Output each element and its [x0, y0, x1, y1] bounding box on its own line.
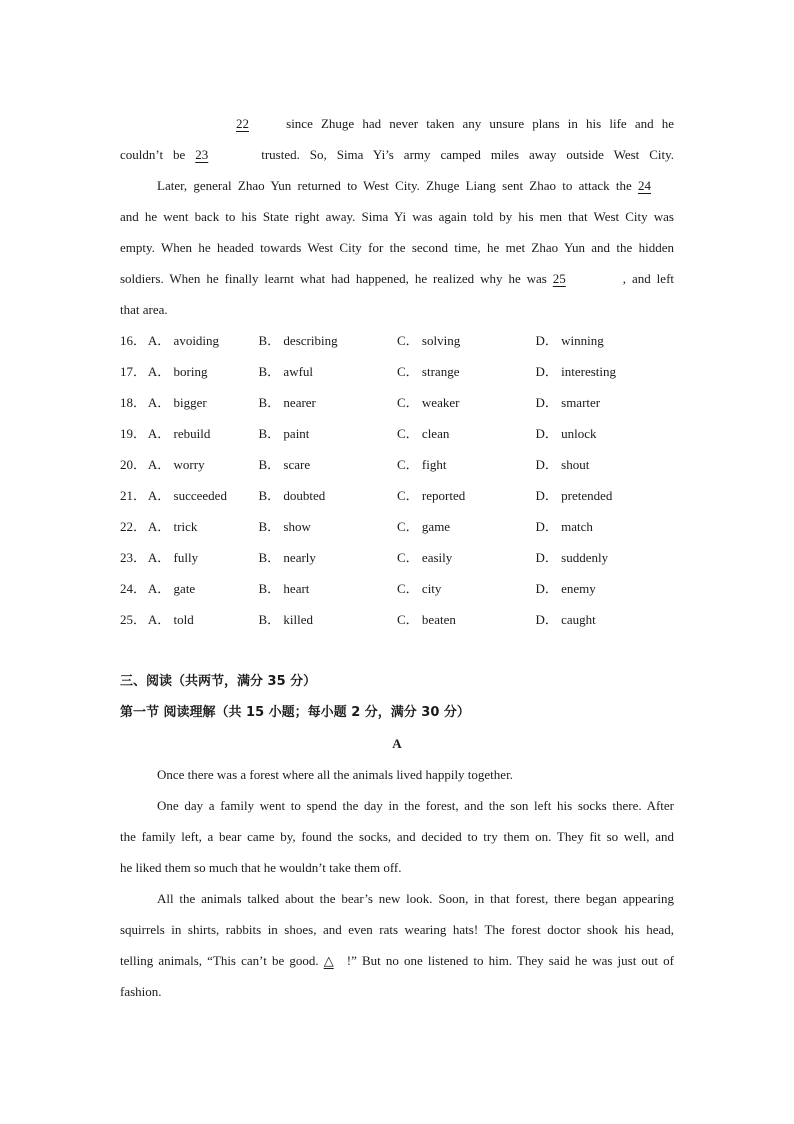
option-b: B． heart: [258, 581, 310, 596]
passage-line: [120, 108, 674, 139]
option-row: [120, 449, 674, 480]
passage-text: trusted. So, Sima Yi’s army camped miles away outside West City.: [251, 147, 675, 162]
option-b: B． paint: [258, 426, 310, 441]
option-c: C． solving: [397, 333, 461, 348]
option-a: A． bigger: [147, 395, 207, 410]
passage-line: empty. When he headed towards West City for the second time, he met Zhao Yun and the hidden: [120, 240, 674, 255]
paragraph-line: squirrels in shirts, rabbits in shoes, and even rats wearing hats! The forest doctor shook his head,: [120, 922, 674, 937]
question-number: 25．: [120, 612, 147, 627]
option-b: B． show: [258, 519, 311, 534]
passage-line: [120, 170, 674, 201]
blank-23: 23: [195, 147, 209, 162]
paragraph-text: telling animals, “This can’t be good.: [120, 953, 324, 968]
option-b: B． killed: [258, 612, 314, 627]
document-page: [120, 108, 674, 1007]
option-a: A． fully: [147, 550, 199, 565]
blank-25: 25: [552, 271, 566, 286]
passage-text: couldn’t be: [120, 147, 196, 162]
option-c: C． fight: [397, 457, 447, 472]
option-a: A． told: [147, 612, 194, 627]
options-list: [120, 325, 674, 635]
blank-24: 24: [638, 178, 651, 193]
blank-triangle: △: [323, 953, 334, 968]
passage-text: , and left: [622, 271, 675, 286]
paragraph-line: he liked them so much that he wouldn’t take them off.: [120, 860, 402, 875]
option-c: C． easily: [397, 550, 453, 565]
option-row: [120, 573, 674, 604]
option-c: C． city: [397, 581, 442, 596]
option-a: A． rebuild: [147, 426, 211, 441]
question-number: 24．: [120, 581, 147, 596]
option-d: D． caught: [535, 612, 596, 627]
passage-label: A: [392, 736, 402, 751]
option-c: C． reported: [397, 488, 466, 503]
option-a: A． boring: [147, 364, 208, 379]
question-number: 22．: [120, 519, 147, 534]
blank-22: 22: [236, 116, 249, 131]
option-row: [120, 418, 674, 449]
option-d: D． interesting: [535, 364, 617, 379]
passage-line: [120, 263, 674, 294]
question-number: 19．: [120, 426, 147, 441]
option-row: [120, 356, 674, 387]
option-c: C． strange: [397, 364, 460, 379]
passage-line: [120, 139, 674, 170]
paragraph-line: All the animals talked about the bear’s new look. Soon, in that forest, there began appearing: [157, 891, 674, 906]
option-a: A． succeeded: [147, 488, 227, 503]
option-c: C． weaker: [397, 395, 460, 410]
part-title: 三、阅读（共两节，满分 35 分）: [120, 674, 317, 689]
option-d: D． match: [535, 519, 593, 534]
option-d: D． unlock: [535, 426, 597, 441]
option-d: D． smarter: [535, 395, 601, 410]
option-c: C． clean: [397, 426, 450, 441]
option-b: B． awful: [258, 364, 314, 379]
option-b: B． describing: [258, 333, 338, 348]
question-number: 17．: [120, 364, 147, 379]
paragraph-line: One day a family went to spend the day in the forest, and the son left his socks there. After: [157, 798, 674, 813]
subsection-title: 第一节 阅读理解（共 15 小题；每小题 2 分，满分 30 分）: [120, 705, 470, 720]
question-number: 16．: [120, 333, 147, 348]
option-b: B． nearly: [258, 550, 316, 565]
paragraph-line: fashion.: [120, 984, 162, 999]
option-d: D． shout: [535, 457, 590, 472]
passage-text: soldiers. When he finally learnt what had happened, he realized why he was: [120, 271, 553, 286]
option-row: [120, 511, 674, 542]
option-a: A． gate: [147, 581, 196, 596]
paragraph-text: !” But no one listened to him. They said he was just out of: [341, 953, 674, 968]
option-a: A． avoiding: [147, 333, 220, 348]
paragraph-line: the family left, a bear came by, found the socks, and decided to try them on. They fit so well, and: [120, 829, 674, 844]
question-number: 23．: [120, 550, 147, 565]
passage-line: that area.: [120, 302, 168, 317]
paragraph-line: [120, 945, 674, 976]
question-number: 21．: [120, 488, 147, 503]
option-c: C． beaten: [397, 612, 456, 627]
option-d: D． suddenly: [535, 550, 609, 565]
option-d: D． enemy: [535, 581, 596, 596]
paragraph-line: Once there was a forest where all the animals lived happily together.: [157, 767, 513, 782]
option-row: [120, 542, 674, 573]
option-b: B． scare: [258, 457, 311, 472]
option-row: [120, 480, 674, 511]
option-a: A． worry: [147, 457, 205, 472]
option-b: B． nearer: [258, 395, 316, 410]
option-row: [120, 387, 674, 418]
option-d: D． pretended: [535, 488, 613, 503]
option-row: [120, 604, 674, 635]
option-d: D． winning: [535, 333, 604, 348]
option-row: [120, 325, 674, 356]
passage-text: since Zhuge had never taken any unsure plans in his life and he: [278, 116, 674, 131]
option-c: C． game: [397, 519, 451, 534]
passage-text: Later, general Zhao Yun returned to West City. Zhuge Liang sent Zhao to attack the: [157, 178, 638, 193]
question-number: 20．: [120, 457, 147, 472]
passage-line: and he went back to his State right away. Sima Yi was again told by his men that West City was: [120, 209, 674, 224]
question-number: 18．: [120, 395, 147, 410]
option-b: B． doubted: [258, 488, 326, 503]
option-a: A． trick: [147, 519, 198, 534]
